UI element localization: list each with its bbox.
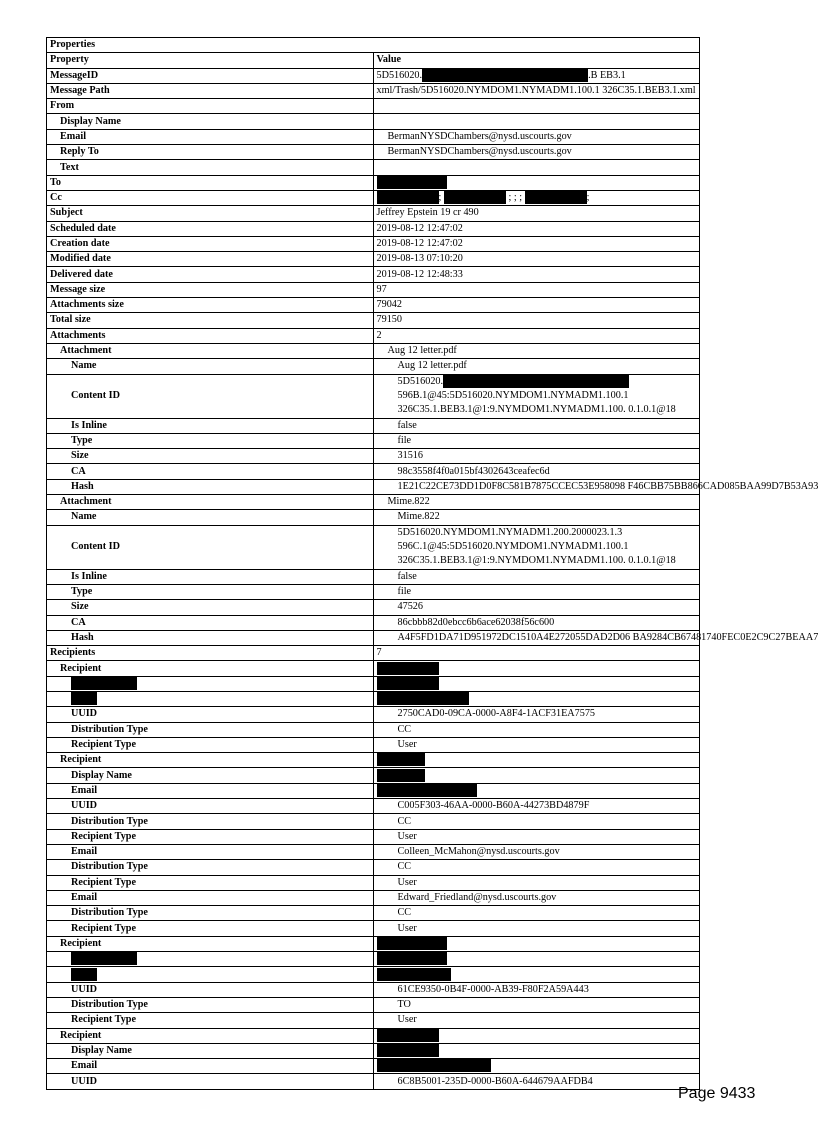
property-label: Text <box>47 160 374 175</box>
property-row <box>47 952 700 967</box>
property-label: Attachment <box>47 495 374 510</box>
property-row <box>47 737 700 752</box>
value-text: 2 <box>376 329 382 341</box>
value-line <box>398 389 697 403</box>
property-label: Is Inline <box>47 418 374 433</box>
value-text: CC <box>397 815 412 827</box>
value-text: 2019-08-12 12:47:02 <box>376 222 463 234</box>
value-text: 79042 <box>376 299 402 311</box>
property-row <box>47 691 700 706</box>
properties-table <box>46 37 818 1090</box>
property-label <box>47 676 374 691</box>
property-row <box>47 1059 700 1074</box>
value-text: 2019-08-13 07:10:20 <box>376 253 463 265</box>
property-row <box>47 160 700 175</box>
value-text: xml/Trash/5D516020.NYMDOM1.NYMADM1.100.1 326C35.1.BEB3.1.xml <box>376 85 696 97</box>
property-label: UUID <box>47 1074 374 1089</box>
property-value <box>373 252 700 267</box>
property-row <box>47 783 700 798</box>
value-text: BermanNYSDChambers@nysd.uscourts.gov <box>387 146 572 158</box>
value-text: 2750CAD0-09CA-0000-A8F4-1ACF31EA7575 <box>397 708 596 720</box>
redaction-box <box>377 176 447 189</box>
value-text: 2019-08-12 12:47:02 <box>376 238 463 249</box>
property-label: Display Name <box>47 768 374 783</box>
property-row <box>47 83 700 98</box>
redaction-box <box>444 191 506 204</box>
property-label: Cc <box>47 190 374 205</box>
property-row <box>47 449 700 464</box>
value-text: ; ; ; <box>508 192 523 204</box>
property-row <box>47 525 700 569</box>
property-label: Message Path <box>47 83 374 98</box>
property-label: Display Name <box>47 1043 374 1058</box>
value-text: Aug 12 letter.pdf <box>397 360 467 372</box>
redaction-box <box>377 692 469 705</box>
table-header-row <box>47 53 700 68</box>
value-line <box>398 540 697 554</box>
property-label <box>47 967 374 982</box>
property-row <box>47 206 700 221</box>
property-row <box>47 860 700 875</box>
property-label: CA <box>47 464 374 479</box>
property-value <box>373 359 700 374</box>
property-label: CA <box>47 615 374 630</box>
property-label: Distribution Type <box>47 814 374 829</box>
property-row <box>47 844 700 859</box>
value-text: Mime.822 <box>387 496 430 508</box>
property-label: Recipient Type <box>47 1013 374 1028</box>
property-label: UUID <box>47 982 374 997</box>
property-value <box>373 221 700 236</box>
property-label: Size <box>47 600 374 615</box>
property-value <box>373 464 700 479</box>
property-row <box>47 495 700 510</box>
page-number: Page 9433 <box>678 1085 756 1102</box>
value-text: 596C.1@45:5D516020.NYMDOM1.NYMADM1.100.1 <box>397 541 629 553</box>
property-row <box>47 890 700 905</box>
value-text: 98c3558f4f0a015bf4302643ceafec6d <box>397 465 550 477</box>
value-text: TO <box>397 999 411 1011</box>
redaction-box <box>71 677 137 690</box>
redaction-box <box>377 1059 491 1072</box>
property-value <box>373 418 700 433</box>
value-text: ; <box>586 192 590 204</box>
property-row <box>47 418 700 433</box>
property-row <box>47 99 700 114</box>
property-row <box>47 190 700 205</box>
property-value <box>373 160 700 175</box>
property-row <box>47 252 700 267</box>
property-value <box>373 982 700 997</box>
value-text: User <box>397 739 417 751</box>
redaction-box <box>377 937 447 950</box>
property-value <box>373 267 700 282</box>
property-label: Recipients <box>47 646 374 661</box>
property-row <box>47 236 700 251</box>
property-row <box>47 433 700 448</box>
property-label: Is Inline <box>47 569 374 584</box>
property-label: From <box>47 99 374 114</box>
property-row <box>47 282 700 297</box>
value-line <box>398 554 697 568</box>
value-line <box>398 403 697 417</box>
property-value <box>373 768 700 783</box>
property-row <box>47 906 700 921</box>
property-label: Reply To <box>47 145 374 160</box>
value-text: 97 <box>376 283 387 295</box>
property-value <box>373 676 700 691</box>
property-value <box>373 875 700 890</box>
value-text: CC <box>397 861 412 873</box>
property-value <box>373 615 700 630</box>
redaction-box <box>377 662 439 675</box>
property-row <box>47 661 700 676</box>
value-text: 2019-08-12 12:48:33 <box>376 268 463 280</box>
property-row <box>47 129 700 144</box>
property-value <box>373 722 700 737</box>
property-row <box>47 298 700 313</box>
property-value <box>373 68 700 83</box>
value-text: Jeffrey Epstein 19 cr 490 <box>376 207 479 219</box>
property-row <box>47 510 700 525</box>
property-label: Modified date <box>47 252 374 267</box>
value-text: CC <box>397 907 412 919</box>
property-label: Scheduled date <box>47 221 374 236</box>
value-text: file <box>397 434 412 446</box>
property-value <box>373 206 700 221</box>
value-text: false <box>397 419 417 431</box>
header-property: Property <box>47 53 374 68</box>
property-row <box>47 676 700 691</box>
property-row <box>47 630 700 645</box>
redaction-box <box>377 753 425 766</box>
property-value <box>373 99 700 114</box>
property-label: Recipient <box>47 753 374 768</box>
property-value <box>373 860 700 875</box>
property-value <box>373 844 700 859</box>
property-row <box>47 464 700 479</box>
property-value <box>373 433 700 448</box>
value-text: 5D516020. <box>397 376 444 388</box>
value-text: A4F5FD1DA71D951972DC1510A4E272055DAD2D06 BA9284CB67481740FEC0E2C9C27BEAA7 <box>397 631 818 643</box>
value-text: 31516 <box>397 450 423 462</box>
property-label: MessageID <box>47 68 374 83</box>
value-text: CC <box>397 723 412 735</box>
property-label: Attachment <box>47 343 374 358</box>
redaction-box <box>422 69 588 82</box>
property-row <box>47 1043 700 1058</box>
property-row <box>47 1013 700 1028</box>
property-label: Recipient Type <box>47 875 374 890</box>
property-label: Subject <box>47 206 374 221</box>
value-text: 79150 <box>376 314 402 326</box>
property-value <box>373 753 700 768</box>
property-value <box>373 799 700 814</box>
value-text: Colleen_McMahon@nysd.uscourts.gov <box>397 846 560 858</box>
property-label: Recipient <box>47 661 374 676</box>
value-text: 326C35.1.BEB3.1@1:9.NYMDOM1.NYMADM1.100. 0.1.0.1@18 <box>397 555 676 567</box>
property-row <box>47 359 700 374</box>
property-label: Type <box>47 584 374 599</box>
value-text: User <box>397 922 417 934</box>
property-value <box>373 83 700 98</box>
property-label: Email <box>47 844 374 859</box>
value-line <box>398 526 697 540</box>
property-value <box>373 495 700 510</box>
property-label: Creation date <box>47 236 374 251</box>
property-row <box>47 936 700 951</box>
property-row <box>47 982 700 997</box>
property-value <box>373 997 700 1012</box>
value-text: Aug 12 letter.pdf <box>387 345 457 357</box>
redaction-box <box>377 1044 439 1057</box>
property-value <box>373 737 700 752</box>
redaction-box <box>377 769 425 782</box>
property-value <box>373 707 700 722</box>
property-label <box>47 952 374 967</box>
property-label: Type <box>47 433 374 448</box>
property-value <box>373 129 700 144</box>
property-value <box>373 1028 700 1043</box>
property-label: Display Name <box>47 114 374 129</box>
property-label: Email <box>47 129 374 144</box>
table-title-row <box>47 38 700 53</box>
property-label: Message size <box>47 282 374 297</box>
value-text: 47526 <box>397 601 423 613</box>
property-row <box>47 814 700 829</box>
property-row <box>47 145 700 160</box>
value-text: 61CE9350-0B4F-0000-AB39-F80F2A59A443 <box>397 983 589 995</box>
property-value <box>373 646 700 661</box>
property-row <box>47 175 700 190</box>
property-value <box>373 328 700 343</box>
property-row <box>47 1074 700 1089</box>
property-value <box>373 783 700 798</box>
property-label: Delivered date <box>47 267 374 282</box>
property-label: Recipient Type <box>47 737 374 752</box>
value-line <box>398 375 697 389</box>
property-value <box>373 479 818 494</box>
property-row <box>47 875 700 890</box>
property-row <box>47 646 700 661</box>
property-value <box>373 906 700 921</box>
property-row <box>47 921 700 936</box>
property-value <box>373 584 700 599</box>
property-row <box>47 722 700 737</box>
property-row <box>47 479 700 494</box>
redaction-box <box>71 968 97 981</box>
property-label: Distribution Type <box>47 722 374 737</box>
property-row <box>47 221 700 236</box>
property-label: Email <box>47 890 374 905</box>
property-label: Hash <box>47 479 374 494</box>
property-value <box>373 921 700 936</box>
property-label: Content ID <box>47 525 374 569</box>
property-label: Hash <box>47 630 374 645</box>
property-value <box>373 967 700 982</box>
property-row <box>47 313 700 328</box>
property-label: Recipient Type <box>47 829 374 844</box>
property-row <box>47 997 700 1012</box>
redaction-box <box>377 784 477 797</box>
redaction-box <box>377 1029 439 1042</box>
value-text: 6C8B5001-235D-0000-B60A-644679AAFDB4 <box>397 1075 593 1087</box>
property-value <box>373 952 700 967</box>
property-label: Name <box>47 359 374 374</box>
property-label: To <box>47 175 374 190</box>
value-text: Edward_Friedland@nysd.uscourts.gov <box>397 891 557 903</box>
property-row <box>47 615 700 630</box>
property-label: Email <box>47 783 374 798</box>
value-text: User <box>397 876 417 888</box>
property-value <box>373 510 700 525</box>
property-value <box>373 814 700 829</box>
redaction-box <box>443 375 629 388</box>
value-text: ; <box>438 192 442 204</box>
redaction-box <box>377 952 447 965</box>
property-value <box>373 890 700 905</box>
property-label: Size <box>47 449 374 464</box>
property-row <box>47 707 700 722</box>
property-value <box>373 630 818 645</box>
value-text: .B EB3.1 <box>588 69 626 81</box>
property-value <box>373 298 700 313</box>
property-label: Total size <box>47 313 374 328</box>
property-value <box>373 1074 700 1089</box>
redaction-box <box>71 952 137 965</box>
property-row <box>47 68 700 83</box>
property-row <box>47 1028 700 1043</box>
property-row <box>47 600 700 615</box>
property-value <box>373 175 700 190</box>
property-value <box>373 1059 700 1074</box>
table-title: Properties <box>47 38 700 53</box>
property-value <box>373 374 700 418</box>
property-value <box>373 343 700 358</box>
value-text: file <box>397 586 412 598</box>
property-value <box>373 145 700 160</box>
value-text: 1E21C22CE73DD1D0F8C581B7875CCEC53E958098 F46CBB75BB866CAD085BAA99D7B53A93 <box>397 480 818 492</box>
property-value <box>373 691 700 706</box>
redaction-box <box>71 692 97 705</box>
property-label: UUID <box>47 707 374 722</box>
property-value <box>373 236 700 251</box>
property-value <box>373 190 700 205</box>
property-row <box>47 967 700 982</box>
properties-body <box>47 38 818 1090</box>
header-value: Value <box>373 53 700 68</box>
value-text: false <box>397 570 417 582</box>
value-text: 5D516020.NYMDOM1.NYMADM1.200.2000023.1.3 <box>397 527 623 539</box>
value-text: 326C35.1.BEB3.1@1:9.NYMDOM1.NYMADM1.100. 0.1.0.1@18 <box>397 404 676 416</box>
property-value <box>373 525 700 569</box>
property-label: Distribution Type <box>47 997 374 1012</box>
value-text: 7 <box>376 647 382 659</box>
property-row <box>47 267 700 282</box>
property-value <box>373 569 700 584</box>
property-label: Recipient <box>47 1028 374 1043</box>
property-label: Name <box>47 510 374 525</box>
value-text: 5D516020. <box>376 69 423 81</box>
value-text: User <box>397 1014 417 1026</box>
property-label: Attachments size <box>47 298 374 313</box>
property-label <box>47 691 374 706</box>
property-row <box>47 584 700 599</box>
value-text: 86cbbb82d0ebcc6b6ace62038f56c600 <box>397 616 555 628</box>
property-label: UUID <box>47 799 374 814</box>
value-text: C005F303-46AA-0000-B60A-44273BD4879F <box>397 800 590 812</box>
property-row <box>47 569 700 584</box>
property-value <box>373 114 700 129</box>
property-label: Email <box>47 1059 374 1074</box>
value-text: 596B.1@45:5D516020.NYMDOM1.NYMADM1.100.1 <box>397 390 629 402</box>
property-label: Attachments <box>47 328 374 343</box>
property-value <box>373 449 700 464</box>
property-value <box>373 661 700 676</box>
property-label: Recipient Type <box>47 921 374 936</box>
property-value <box>373 313 700 328</box>
property-row <box>47 799 700 814</box>
property-row <box>47 114 700 129</box>
property-label: Distribution Type <box>47 860 374 875</box>
value-text: Mime.822 <box>397 511 440 523</box>
value-text: User <box>397 830 417 842</box>
property-row <box>47 328 700 343</box>
property-label: Recipient <box>47 936 374 951</box>
property-row <box>47 374 700 418</box>
property-value <box>373 936 700 951</box>
property-row <box>47 768 700 783</box>
redaction-box <box>377 968 451 981</box>
property-row <box>47 343 700 358</box>
value-text: BermanNYSDChambers@nysd.uscourts.gov <box>387 130 572 142</box>
redaction-box <box>525 191 587 204</box>
property-value <box>373 1013 700 1028</box>
property-label: Content ID <box>47 374 374 418</box>
property-row <box>47 753 700 768</box>
property-value <box>373 282 700 297</box>
property-label: Distribution Type <box>47 906 374 921</box>
property-value <box>373 829 700 844</box>
redaction-box <box>377 191 439 204</box>
redaction-box <box>377 677 439 690</box>
property-row <box>47 829 700 844</box>
property-value <box>373 600 700 615</box>
property-value <box>373 1043 700 1058</box>
